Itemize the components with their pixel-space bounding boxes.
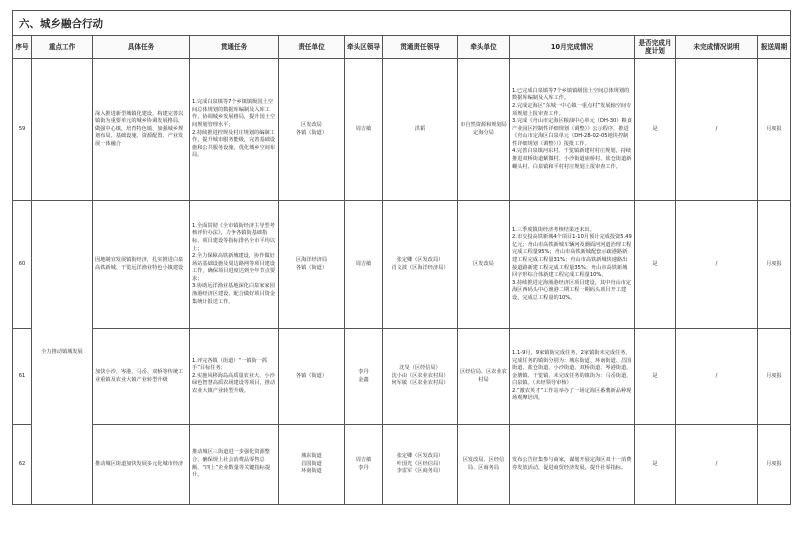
status-cell: 发布公告征集参与商家，谋划开展定海区双十一消费券发放活动，促进商贸经济发展，提升社零指标。 (510, 425, 635, 505)
done-cell: 是 (635, 425, 676, 505)
header-lead-unit: 牵头单位 (458, 36, 510, 59)
task-cell: 深入推进新型城镇化建设，构建完善以镇街为重要单元的城乡协调发展格局，做强中心镇，培育特色镇，加强城乡规划布局、基础设施、资源配置、产业发展一体融合 (93, 59, 190, 201)
through-task-cell: 推动城区三街道进一步强化资源整合，确保规上社会消费品零售总额、“四上”企业数量等关键指标提升。 (190, 425, 279, 505)
status-cell: 1.三季度镇街经济考核结果还未出。 2.市交投高铁新城4个项目1-10月预计完成投资5.49亿元；舟山市高铁新城车辆河及潮面河河道治理工程完成工程量95%；舟山市高铁新城配套示疏港路新建工程完成工程量31%；舟山市高铁新城快速路出接道路新建工程完成工程量35%；舟山市高铁新城回字形综合体新建工程完成工程量10%。 3.持续推进定海渔港经济区项目建设，其中舟山市定海区西码头中心渔港二期工程一期码头项目开工建设，完成总工程量的10%。 (510, 201, 635, 329)
done-cell: 是 (635, 59, 676, 201)
lead-unit-cell: 区发改局 (458, 201, 510, 329)
table-row (13, 59, 791, 201)
header-unit: 责任单位 (279, 36, 345, 59)
lead-leader-cell: 李丹 金鑫 (345, 329, 383, 425)
status-cell: 1.已完成白泉镇等7个乡镇镇级国土空间总体规划的数据库编制及入库工作。 2.完成定海区“东城一中心镇一重点村”发展轴空间专项规划上报审查工作。 3.完成《舟山市定海区粮油中心单元（DH-30）粮食产业园区控制性详细规划（调整）》公示程序，推进《舟山市定海区白泉单元（DH-28-02-05地块控制性详细规划（调整））》报批工作。 4.完善白泉镇河东村、干览镇新建村村庄规划，持续推进双桥街道紫微村、小沙街道庙桥村、盐仓街道新螺头村、白泉镇和平村村庄规划上报审查工作。 (510, 59, 635, 201)
through-task-cell: 1.全面贯彻《全市镇街经济主导型考核评价办法》，力争各镇街基础指标、项目建设等指标排名全市平均以上； 2.全力保障高铁新城建设，协作做好场站基础设施及周边路网等项目建设工作，确保项目进度达到全年节点要求； 3.协助远洋渔业基地深化白泉家家园渔港经济区建设，配合做好项目资金集统计报送工作。 (190, 201, 279, 329)
section-title-row (13, 11, 791, 36)
note-cell: / (676, 59, 758, 201)
task-cell: 加快小沙、岑港、马岙、双桥等传统工业重镇及农业大镇产业转型升级 (93, 329, 190, 425)
note-cell: / (676, 425, 758, 505)
through-leader-cell: 张定卿（区发改局） 肖文波（区海洋经济局） (383, 201, 458, 329)
row-no: 60 (13, 201, 32, 329)
row-no: 59 (13, 59, 32, 201)
row-no: 61 (13, 329, 32, 425)
period-cell: 月度报 (758, 201, 791, 329)
lead-unit-cell: 市自然资源和规划局定海分局 (458, 59, 510, 201)
through-leader-cell: 洪韬 (383, 59, 458, 201)
header-through-leader: 贯通责任领导 (383, 36, 458, 59)
header-through-task: 贯通任务 (190, 36, 279, 59)
lead-leader-cell: 周吉敏 李丹 (345, 425, 383, 505)
header-period: 报送周期 (758, 36, 791, 59)
done-cell: 是 (635, 329, 676, 425)
row-no: 62 (13, 425, 32, 505)
through-leader-cell: 张定卿（区发改局） 叶国光（区经信局） 李雷军（区商务局） (383, 425, 458, 505)
note-cell: / (676, 329, 758, 425)
header-key-work: 重点工作 (32, 36, 93, 59)
done-cell: 是 (635, 201, 676, 329)
through-task-cell: 1.评完各镇（街道）“一镇街一抓手”目标任务； 2.实施风移海岛高质量农业大，小沙绿色智慧高质农场建设等项目，推动农业大镇产业转型升级。 (190, 329, 279, 425)
task-cell: 推动城区街道加快发展多元化城市经济 (93, 425, 190, 505)
lead-leader-cell: 周吉敏 (345, 201, 383, 329)
note-cell: / (676, 201, 758, 329)
group-cell-empty (32, 59, 93, 201)
lead-unit-cell: 区经信局、区农业农村局 (458, 329, 510, 425)
lead-leader-cell: 周吉敏 (345, 59, 383, 201)
header-task: 具体任务 (93, 36, 190, 59)
header-row (13, 36, 791, 59)
period-cell: 月度报 (758, 425, 791, 505)
table-row (13, 425, 791, 505)
status-cell: 1.1-9月，9家镇街完成任务，2家镇街未完成任务，完成任务的镇街分别为：城东街道、环南街道、昌国街道、盐仓街道、小沙街道、双桥街道、岑港街道、金塘镇、干览镇，未完成任务的镇街为：马岙街道、白泉镇。（未经领导审核） 2.“激农英才”工作站举办了一场定海区番薯新品种现场观摩培训。 (510, 329, 635, 425)
unit-cell: 城东街道 昌国街道 环南街道 (279, 425, 345, 505)
header-done: 是否完成月度计划 (635, 36, 676, 59)
progress-table (12, 10, 791, 505)
section-title: 六、城乡融合行动 (13, 11, 791, 36)
unit-cell: 区发改局 各镇（街道） (279, 59, 345, 201)
period-cell: 月度报 (758, 329, 791, 425)
unit-cell: 区海洋经济局 各镇（街道） (279, 201, 345, 329)
period-cell: 月度报 (758, 59, 791, 201)
report-sheet (12, 10, 790, 505)
lead-unit-cell: 区发改局、区经信局、区商务局 (458, 425, 510, 505)
task-cell: 因地制宜发展镇街经济，扎实推进白泉高铁新城、干览远洋渔业特色小镇建设 (93, 201, 190, 329)
table-row (13, 329, 791, 425)
header-note: 未完成情况说明 (676, 36, 758, 59)
header-no: 序号 (13, 36, 32, 59)
through-leader-cell: 沈旻（区经信局） 沈小由（区农业农村局） 何军敏（区农业农村局） (383, 329, 458, 425)
unit-cell: 各镇（街道） (279, 329, 345, 425)
header-status: 10月完成情况 (510, 36, 635, 59)
through-task-cell: 1.完成白泉镇等7个乡镇镇级国土空间总体规划的数据库编制及入库工作，协调城乡发展格局，提升国土空间规划管理水平； 2.持续推进控规及村庄规划的编制工作，提升城市服务能级，完善基础设施和公共服务设施，优化城乡空间布局。 (190, 59, 279, 201)
table-row (13, 201, 791, 329)
group-label-cell: 全力推动镇城发展 (32, 201, 93, 505)
header-lead-leader: 牵头区领导 (345, 36, 383, 59)
